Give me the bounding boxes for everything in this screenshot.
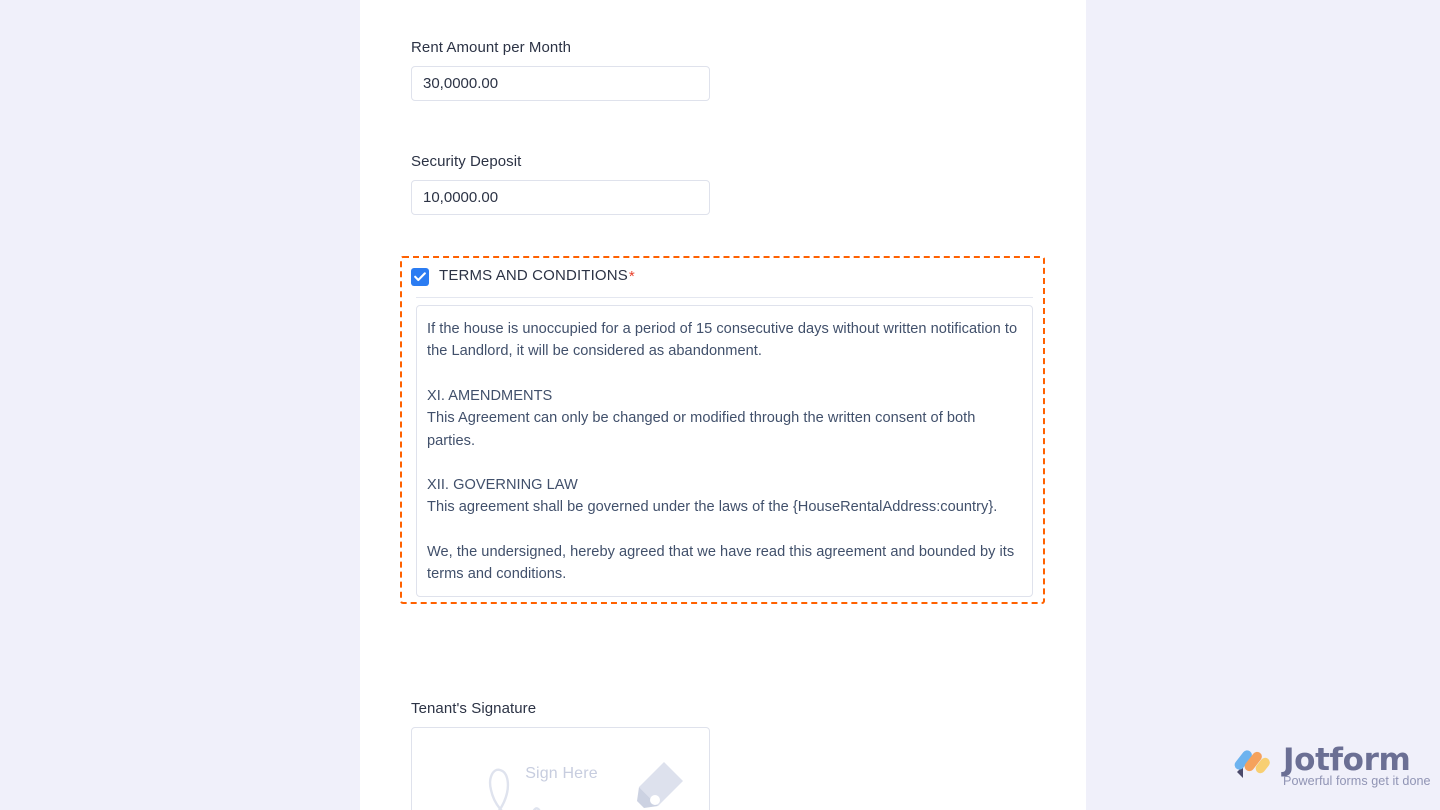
signature-placeholder-icon: [412, 728, 710, 810]
terms-paragraph: We, the undersigned, hereby agreed that we have read this agreement and bounded by its terms and conditions.: [427, 543, 1015, 583]
terms-spacer: [427, 519, 1018, 541]
signature-hint-text: Sign Here: [525, 765, 598, 782]
rent-amount-input[interactable]: [411, 66, 710, 101]
terms-divider: [416, 297, 1033, 298]
jotform-name: Jotform: [1283, 741, 1411, 778]
terms-title-text: TERMS AND CONDITIONS: [439, 267, 628, 284]
jotform-tagline: Powerful forms get it done: [1283, 773, 1431, 788]
terms-paragraph: This agreement shall be governed under the laws of the {HouseRentalAddress:country}.: [427, 499, 998, 516]
required-asterisk: *: [628, 268, 635, 285]
check-icon: [414, 272, 426, 282]
tenant-signature-label: Tenant's Signature: [411, 700, 537, 717]
terms-paragraph: This Agreement can only be changed or modified through the written consent of both parties.: [427, 410, 976, 449]
jotform-wordmark: [1283, 743, 1431, 788]
security-deposit-label: Security Deposit: [411, 153, 522, 170]
terms-agree-checkbox[interactable]: [411, 268, 429, 286]
field-rent-amount: [411, 38, 710, 101]
terms-and-conditions-block[interactable]: [400, 256, 1045, 604]
pen-nib-icon: [637, 762, 683, 808]
terms-paragraph: XI. AMENDMENTS: [427, 387, 553, 404]
terms-text-area[interactable]: [416, 305, 1033, 597]
terms-paragraph: XII. GOVERNING LAW: [427, 477, 578, 494]
jotform-logo-icon: [1232, 744, 1274, 786]
terms-spacer: [427, 363, 1018, 385]
terms-header: [411, 267, 635, 286]
field-security-deposit: [411, 152, 710, 215]
field-tenant-signature: [411, 699, 710, 810]
terms-spacer: [427, 452, 1018, 474]
jotform-badge[interactable]: [1232, 741, 1431, 788]
terms-paragraph: If the house is unoccupied for a period of 15 consecutive days without written notification to the Landlord, it will be considered as abandonment.: [427, 321, 1018, 360]
terms-title: [439, 267, 635, 286]
security-deposit-input[interactable]: [411, 180, 710, 215]
signature-pad[interactable]: [411, 727, 710, 810]
rent-amount-label: Rent Amount per Month: [411, 39, 571, 56]
